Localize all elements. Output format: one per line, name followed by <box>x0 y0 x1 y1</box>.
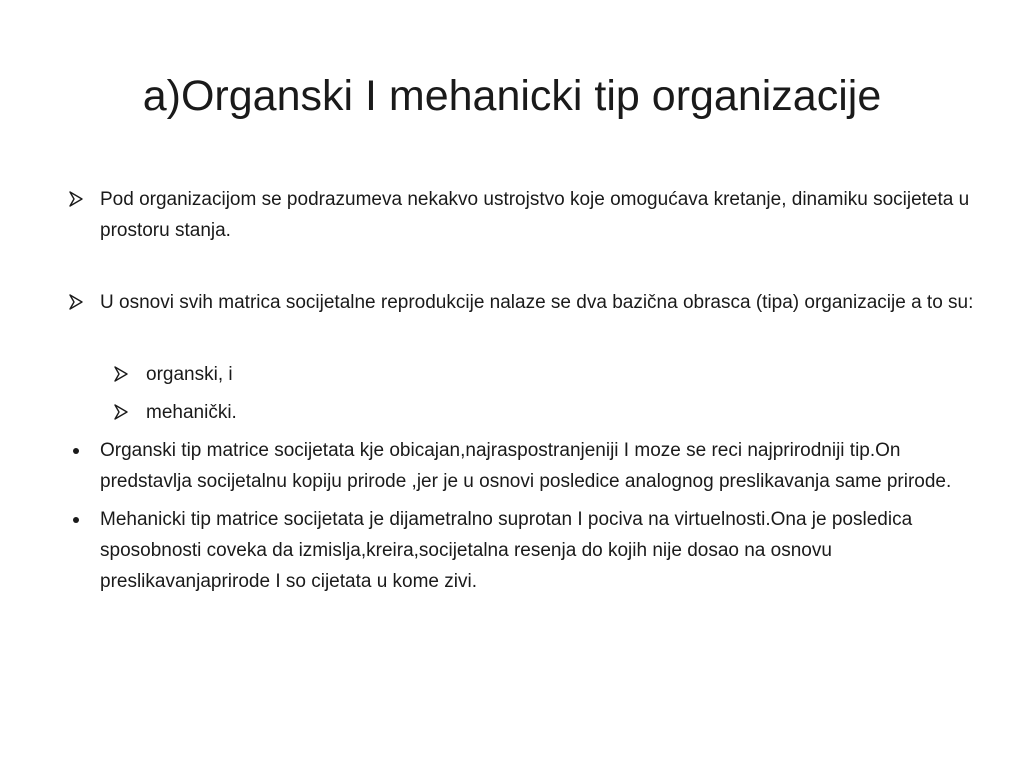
bullet-text: U osnovi svih matrica socijetalne reprodukcije nalaze se dva bazična obrasca (tipa) organizacije a to su: <box>100 292 974 313</box>
bullet-item-definition <box>58 184 978 246</box>
arrow-bullet-icon <box>68 184 92 215</box>
bullet-item-two-patterns <box>58 287 978 318</box>
sub-bullet-mechanical <box>103 397 978 428</box>
dot-bullet-icon <box>68 435 92 466</box>
arrow-bullet-icon <box>113 359 137 390</box>
bullet-list <box>58 184 978 597</box>
bullet-item-organic-type <box>58 435 978 497</box>
bullet-text: Pod organizacijom se podrazumeva nekakvo ustrojstvo koje omogućava kretanje, dinamiku socijeteta u prostoru stanja. <box>100 189 970 241</box>
slide-title: a)Organski I mehanicki tip organizacije <box>142 72 882 120</box>
arrow-bullet-icon <box>113 397 137 428</box>
bullet-text: organski, i <box>146 364 233 385</box>
arrow-bullet-icon <box>68 287 92 318</box>
dot-bullet-icon <box>68 504 92 535</box>
bullet-text: Mehanicki tip matrice socijetata je dijametralno suprotan I pociva na virtuelnosti.Ona je posledica sposobnosti coveka da izmislja,kreira,socijetalna resenja do kojih nije dosao na osnovu preslikavanjaprirode I so cijetata u kome zivi. <box>100 509 913 592</box>
bullet-item-mechanical-type <box>58 504 978 597</box>
sub-bullet-organic <box>103 359 978 390</box>
bullet-text: Organski tip matrice socijetata kje obicajan,najraspostranjeniji I moze se reci najprirodniji tip.On predstavlja socijetalnu kopiju prirode ,jer je u osnovi posledice analognog preslikavanja same prirode. <box>100 440 952 492</box>
bullet-text: mehanički. <box>146 402 237 423</box>
